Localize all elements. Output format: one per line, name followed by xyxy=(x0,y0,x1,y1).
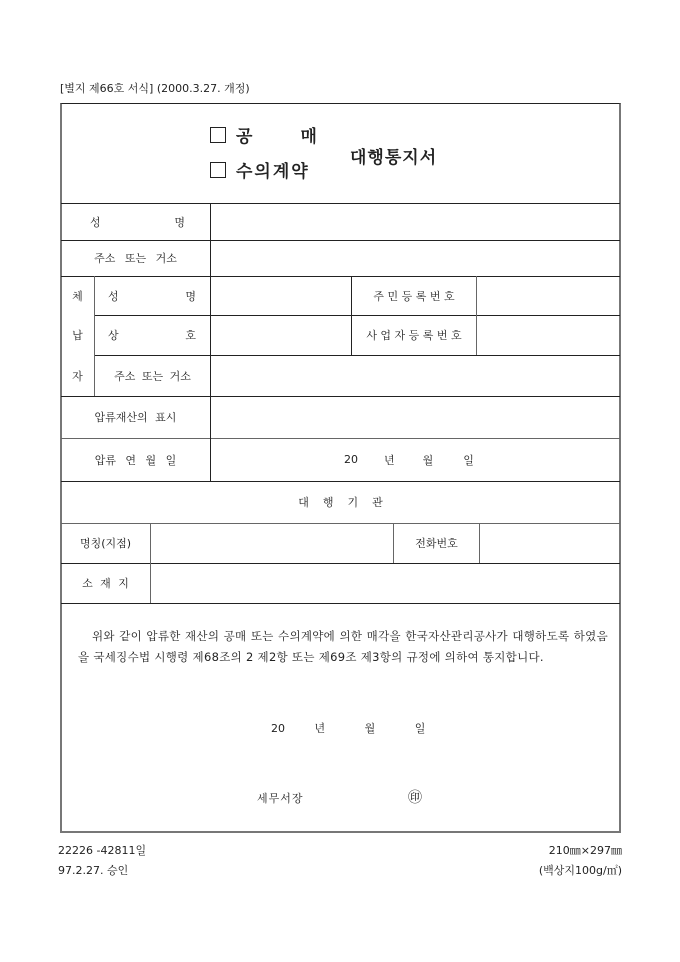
seal-icon: ㊞ xyxy=(408,790,422,806)
seizure-date-label: 압류 연 월 일 xyxy=(94,453,177,467)
option-private-contract[interactable] xyxy=(210,157,310,182)
checkbox-icon[interactable] xyxy=(210,127,226,143)
agency-name-label: 명칭(지점) xyxy=(79,537,132,550)
business-number-field[interactable] xyxy=(477,316,620,355)
location-field[interactable] xyxy=(151,564,620,603)
seizure-date-field[interactable]: 20 년 월 일 xyxy=(344,453,474,467)
name-label: 성 명 xyxy=(90,215,185,229)
seized-property-label: 압류재산의 표시 xyxy=(94,411,177,424)
business-number-label: 사 업 자 등 록 번 호 xyxy=(366,329,462,342)
document-title: 대행통지서 xyxy=(350,148,438,168)
delinquent-label-1: 체 xyxy=(72,289,83,303)
option-label: 수의계약 xyxy=(236,162,310,182)
location-label: 소 재 지 xyxy=(82,577,129,590)
trade-name-label: 상 호 xyxy=(108,329,196,342)
checkbox-icon[interactable] xyxy=(210,162,226,178)
delinquent-name-field[interactable] xyxy=(211,277,351,315)
delinquent-label-3: 자 xyxy=(72,369,83,383)
notice-body: 위와 같이 압류한 재산의 공매 또는 수의계약에 의한 매각을 한국자산관리공사가 대행하도록 하였음을 국세징수법 시행령 제68조의 2 제2항 또는 제69조 제3항의 규정에 의하여 통지합니다. xyxy=(78,629,608,664)
option-auction[interactable] xyxy=(210,122,319,147)
option-label: 매 xyxy=(300,127,319,147)
signer-label: 세무서장 xyxy=(257,792,304,805)
option-label: 공 xyxy=(236,127,255,147)
delinquent-name-label: 성 명 xyxy=(108,289,196,303)
footer-paper-type: (백상지100g/㎡) xyxy=(538,864,622,877)
notice-date[interactable]: 20 년 월 일 xyxy=(271,722,426,735)
name-field[interactable] xyxy=(211,204,620,240)
form-caption: [별지 제66호 서식] (2000.3.27. 개정) xyxy=(60,82,250,95)
trade-name-field[interactable] xyxy=(211,316,351,355)
footer-approval: 97.2.27. 승인 xyxy=(58,864,129,877)
address-label: 주소 또는 거소 xyxy=(94,252,177,265)
address-field[interactable] xyxy=(211,241,620,276)
seized-property-field[interactable] xyxy=(211,397,620,438)
delinquent-address-label: 주소 또는 거소 xyxy=(114,369,191,383)
footer-paper-size: 210㎜×297㎜ xyxy=(548,844,622,857)
resident-number-field[interactable] xyxy=(477,277,620,315)
footer-form-number: 22226 -42811일 xyxy=(58,844,147,857)
phone-label: 전화번호 xyxy=(415,537,458,550)
delinquent-label-2: 납 xyxy=(72,329,83,342)
agency-name-field[interactable] xyxy=(151,524,393,563)
agency-header: 대 행 기 관 xyxy=(298,496,383,509)
resident-number-label: 주 민 등 록 번 호 xyxy=(373,289,455,303)
phone-field[interactable] xyxy=(480,524,620,563)
delinquent-address-field[interactable] xyxy=(211,356,620,396)
